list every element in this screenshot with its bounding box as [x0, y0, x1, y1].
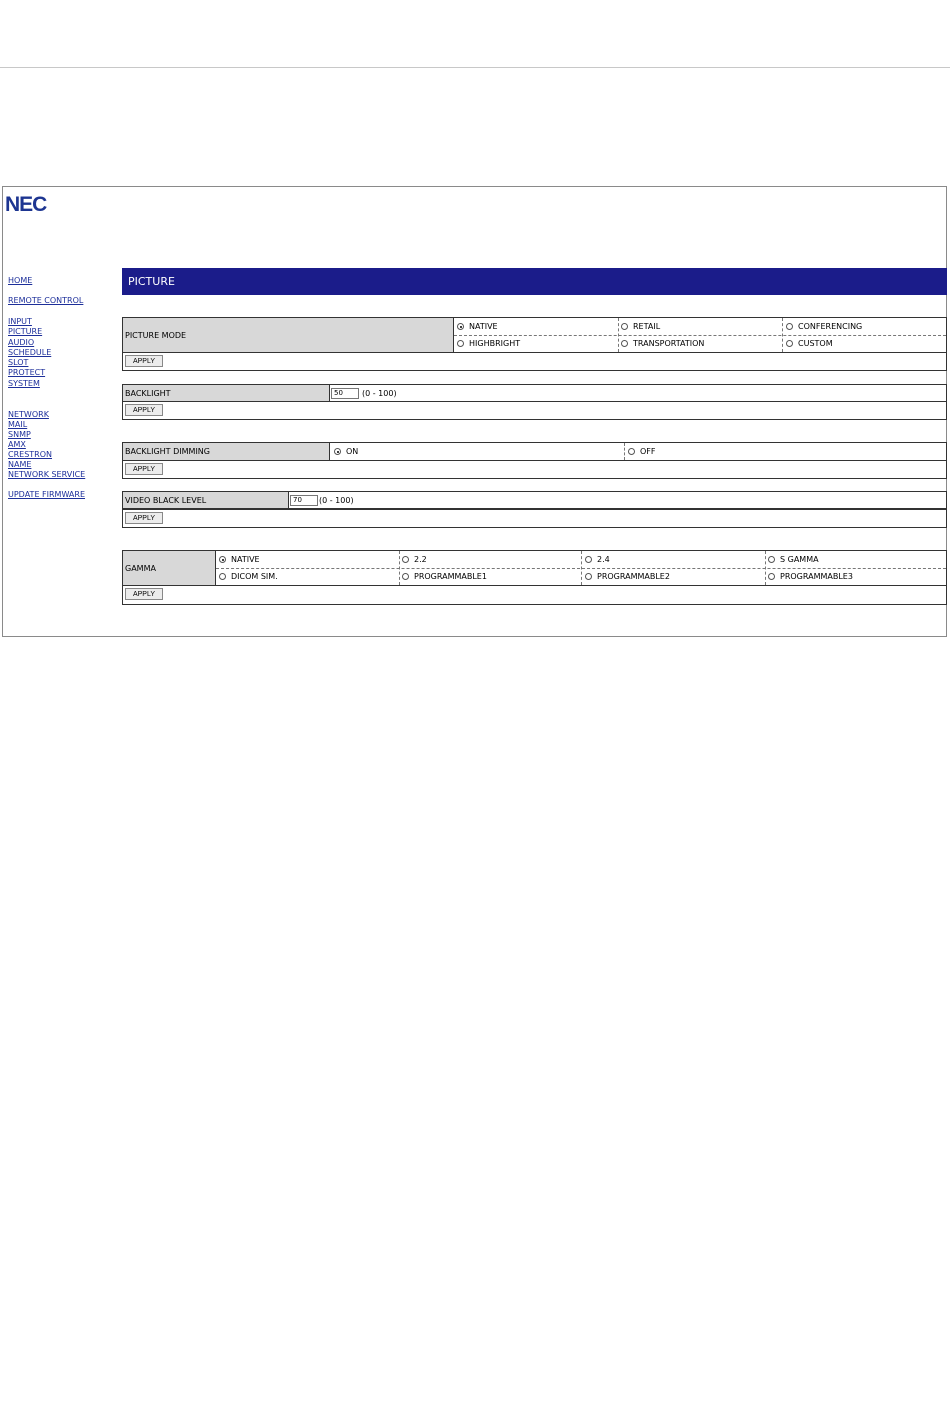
radio-icon[interactable] [768, 573, 775, 580]
radio-selected-icon[interactable] [219, 556, 226, 563]
radio-icon[interactable] [219, 573, 226, 580]
option-label: PROGRAMMABLE1 [414, 572, 487, 581]
gamma-2-4-option[interactable] [585, 554, 610, 565]
backlight-apply-row [122, 401, 947, 420]
gamma-apply-button[interactable]: APPLY [125, 588, 163, 600]
option-label: OFF [640, 447, 656, 456]
option-label: PROGRAMMABLE2 [597, 572, 670, 581]
video-black-level-row [122, 491, 947, 509]
top-divider [0, 67, 950, 68]
backlight-row [122, 384, 947, 402]
radio-icon[interactable] [457, 340, 464, 347]
nav-input[interactable]: INPUT [8, 317, 32, 326]
nav-audio[interactable]: AUDIO [8, 338, 35, 347]
video-black-level-input[interactable]: 70 [290, 495, 318, 506]
grid-line [765, 551, 766, 585]
radio-icon[interactable] [786, 340, 793, 347]
video-black-level-range: (0 - 100) [319, 496, 354, 505]
gamma-programmable2-option[interactable] [585, 571, 670, 582]
gamma-2-2-option[interactable] [402, 554, 427, 565]
option-label: NATIVE [469, 322, 498, 331]
option-label: HIGHBRIGHT [469, 339, 521, 348]
radio-icon[interactable] [628, 448, 635, 455]
backlight-range: (0 - 100) [362, 389, 397, 398]
backlight-dimming-label: BACKLIGHT DIMMING [123, 443, 330, 460]
backlight-input[interactable]: 50 [331, 388, 359, 399]
option-label: TRANSPORTATION [633, 339, 705, 348]
page-title: PICTURE [122, 268, 947, 295]
video-black-level-apply-button[interactable]: APPLY [125, 512, 163, 524]
option-label: CONFERENCING [798, 322, 863, 331]
video-black-level-apply-row [122, 509, 947, 528]
gamma-dicom-sim-option[interactable] [219, 571, 278, 582]
gamma-label: GAMMA [123, 551, 216, 585]
picture-mode-retail-option[interactable] [621, 321, 660, 332]
nec-logo: NEC [5, 193, 47, 216]
video-black-level-label: VIDEO BLACK LEVEL [123, 492, 289, 508]
option-label: RETAIL [633, 322, 661, 331]
nav-protect[interactable]: PROTECT [8, 368, 46, 377]
nav-slot[interactable]: SLOT [8, 358, 29, 367]
nav-picture[interactable]: PICTURE [8, 327, 43, 336]
grid-line [399, 551, 400, 585]
gamma-s-gamma-option[interactable] [768, 554, 819, 565]
gamma-programmable3-option[interactable] [768, 571, 853, 582]
nav-snmp[interactable]: SNMP [8, 430, 31, 439]
radio-icon[interactable] [621, 323, 628, 330]
radio-selected-icon[interactable] [457, 323, 464, 330]
nav-crestron[interactable]: CRESTRON [8, 450, 53, 459]
option-label: 2.2 [414, 555, 427, 564]
backlight-dimming-apply-button[interactable]: APPLY [125, 463, 163, 475]
radio-icon[interactable] [585, 573, 592, 580]
option-label: DICOM SIM. [231, 572, 278, 581]
picture-mode-row [122, 317, 947, 353]
radio-icon[interactable] [585, 556, 592, 563]
nav-remote-control[interactable]: REMOTE CONTROL [8, 296, 84, 305]
picture-mode-apply-button[interactable]: APPLY [125, 355, 163, 367]
option-label: NATIVE [231, 555, 260, 564]
picture-mode-native-option[interactable] [457, 321, 498, 332]
nav-schedule[interactable]: SCHEDULE [8, 348, 52, 357]
option-label: S GAMMA [780, 555, 819, 564]
option-label: PROGRAMMABLE3 [780, 572, 853, 581]
gamma-programmable1-option[interactable] [402, 571, 487, 582]
picture-mode-custom-option[interactable] [786, 338, 833, 349]
picture-mode-transportation-option[interactable] [621, 338, 704, 349]
radio-icon[interactable] [786, 323, 793, 330]
grid-line [454, 335, 946, 336]
nav-system[interactable]: SYSTEM [8, 379, 40, 388]
radio-icon[interactable] [402, 556, 409, 563]
backlight-apply-button[interactable]: APPLY [125, 404, 163, 416]
option-label: CUSTOM [798, 339, 833, 348]
grid-line [581, 551, 582, 585]
gamma-native-option[interactable] [219, 554, 260, 565]
grid-line [782, 318, 783, 352]
nav-network-service[interactable]: NETWORK SERVICE [8, 470, 86, 479]
picture-mode-apply-row [122, 352, 947, 371]
picture-mode-label: PICTURE MODE [123, 318, 454, 352]
grid-line [618, 318, 619, 352]
nav-network[interactable]: NETWORK [8, 410, 49, 419]
grid-line [624, 443, 625, 460]
nav-amx[interactable]: AMX [8, 440, 26, 449]
backlight-dimming-on-option[interactable] [334, 446, 358, 457]
nav-mail[interactable]: MAIL [8, 420, 28, 429]
option-label: 2.4 [597, 555, 610, 564]
radio-icon[interactable] [402, 573, 409, 580]
radio-icon[interactable] [768, 556, 775, 563]
nav-home[interactable]: HOME [8, 276, 33, 285]
radio-icon[interactable] [621, 340, 628, 347]
option-label: ON [346, 447, 359, 456]
picture-mode-conferencing-option[interactable] [786, 321, 862, 332]
picture-mode-highbright-option[interactable] [457, 338, 520, 349]
gamma-row [122, 550, 947, 586]
gamma-apply-row [122, 585, 947, 605]
backlight-label: BACKLIGHT [123, 385, 330, 401]
backlight-dimming-row [122, 442, 947, 461]
nav-name[interactable]: NAME [8, 460, 32, 469]
radio-selected-icon[interactable] [334, 448, 341, 455]
nav-update-firmware[interactable]: UPDATE FIRMWARE [8, 490, 86, 499]
backlight-dimming-off-option[interactable] [628, 446, 656, 457]
backlight-dimming-apply-row [122, 460, 947, 479]
